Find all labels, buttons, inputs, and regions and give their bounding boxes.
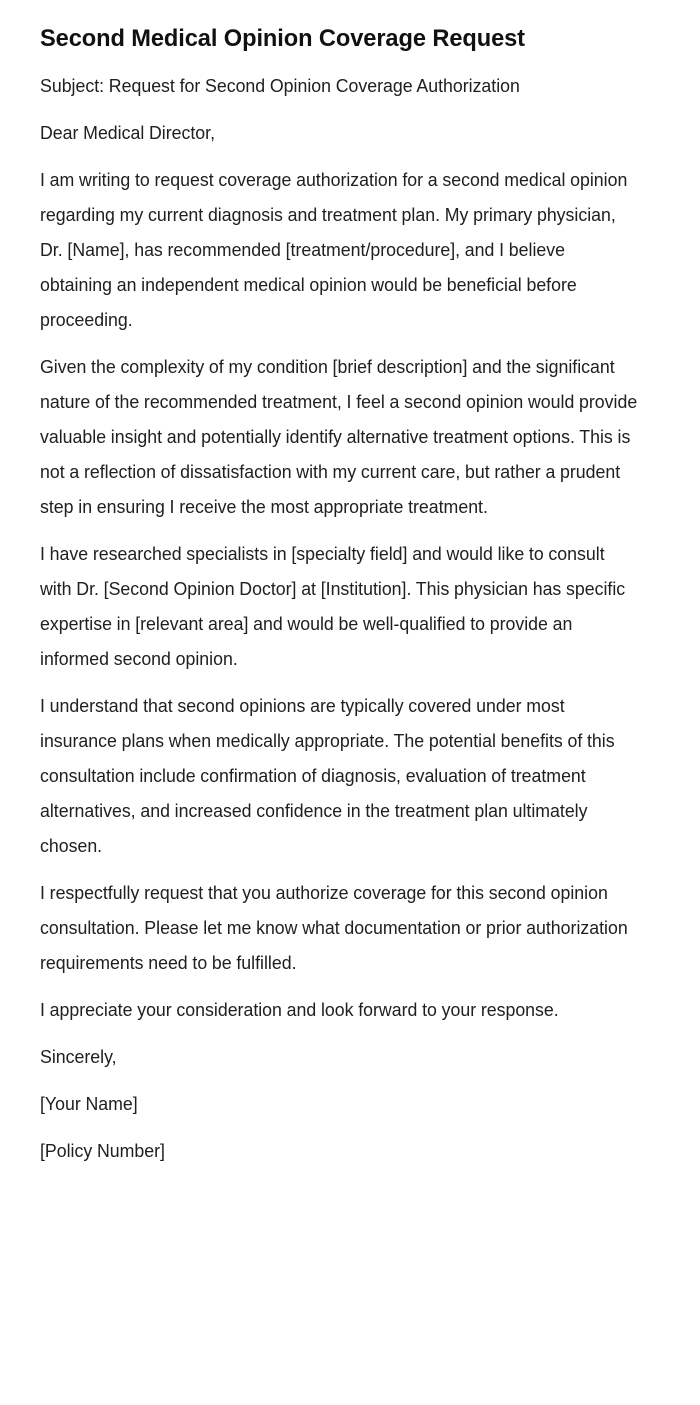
salutation: Dear Medical Director,: [40, 123, 216, 143]
subject-line: Subject: Request for Second Opinion Coverage Authorization: [40, 76, 520, 96]
body-paragraph-5: I respectfully request that you authorize coverage for this second opinion consultation. Please let me know what documentation or prior authorization requirements need to be fulfilled.: [40, 883, 628, 973]
signature-name-placeholder: [Your Name]: [40, 1094, 138, 1114]
policy-number-placeholder: [Policy Number]: [40, 1141, 165, 1161]
body-paragraph-4: I understand that second opinions are typically covered under most insurance plans when medically appropriate. The potential benefits of this consultation include confirmation of diagnosis, evaluation of treatment alternatives, and increased confidence in the treatment plan ultimately chosen.: [40, 696, 615, 856]
body-paragraph-3: I have researched specialists in [specialty field] and would like to consult with Dr. [Second Opinion Doctor] at [Institution]. This physician has specific expertise in [relevant area] and would be well-qualified to provide an informed second opinion.: [40, 544, 626, 669]
body-paragraph-6: I appreciate your consideration and look forward to your response.: [40, 1000, 559, 1020]
body-paragraph-2: Given the complexity of my condition [brief description] and the significant nature of the recommended treatment, I feel a second opinion would provide valuable insight and potentially identify alternative treatment options. This is not a reflection of dissatisfaction with my current care, but rather a prudent step in ensuring I receive the most appropriate treatment.: [40, 357, 638, 517]
body-paragraph-1: I am writing to request coverage authorization for a second medical opinion regarding my current diagnosis and treatment plan. My primary physician, Dr. [Name], has recommended [treatment/procedure], and I believe obtaining an independent medical opinion would be beneficial before proceeding.: [40, 170, 628, 330]
closing-salutation: Sincerely,: [40, 1047, 117, 1067]
page-title: Second Medical Opinion Coverage Request: [40, 25, 525, 52]
